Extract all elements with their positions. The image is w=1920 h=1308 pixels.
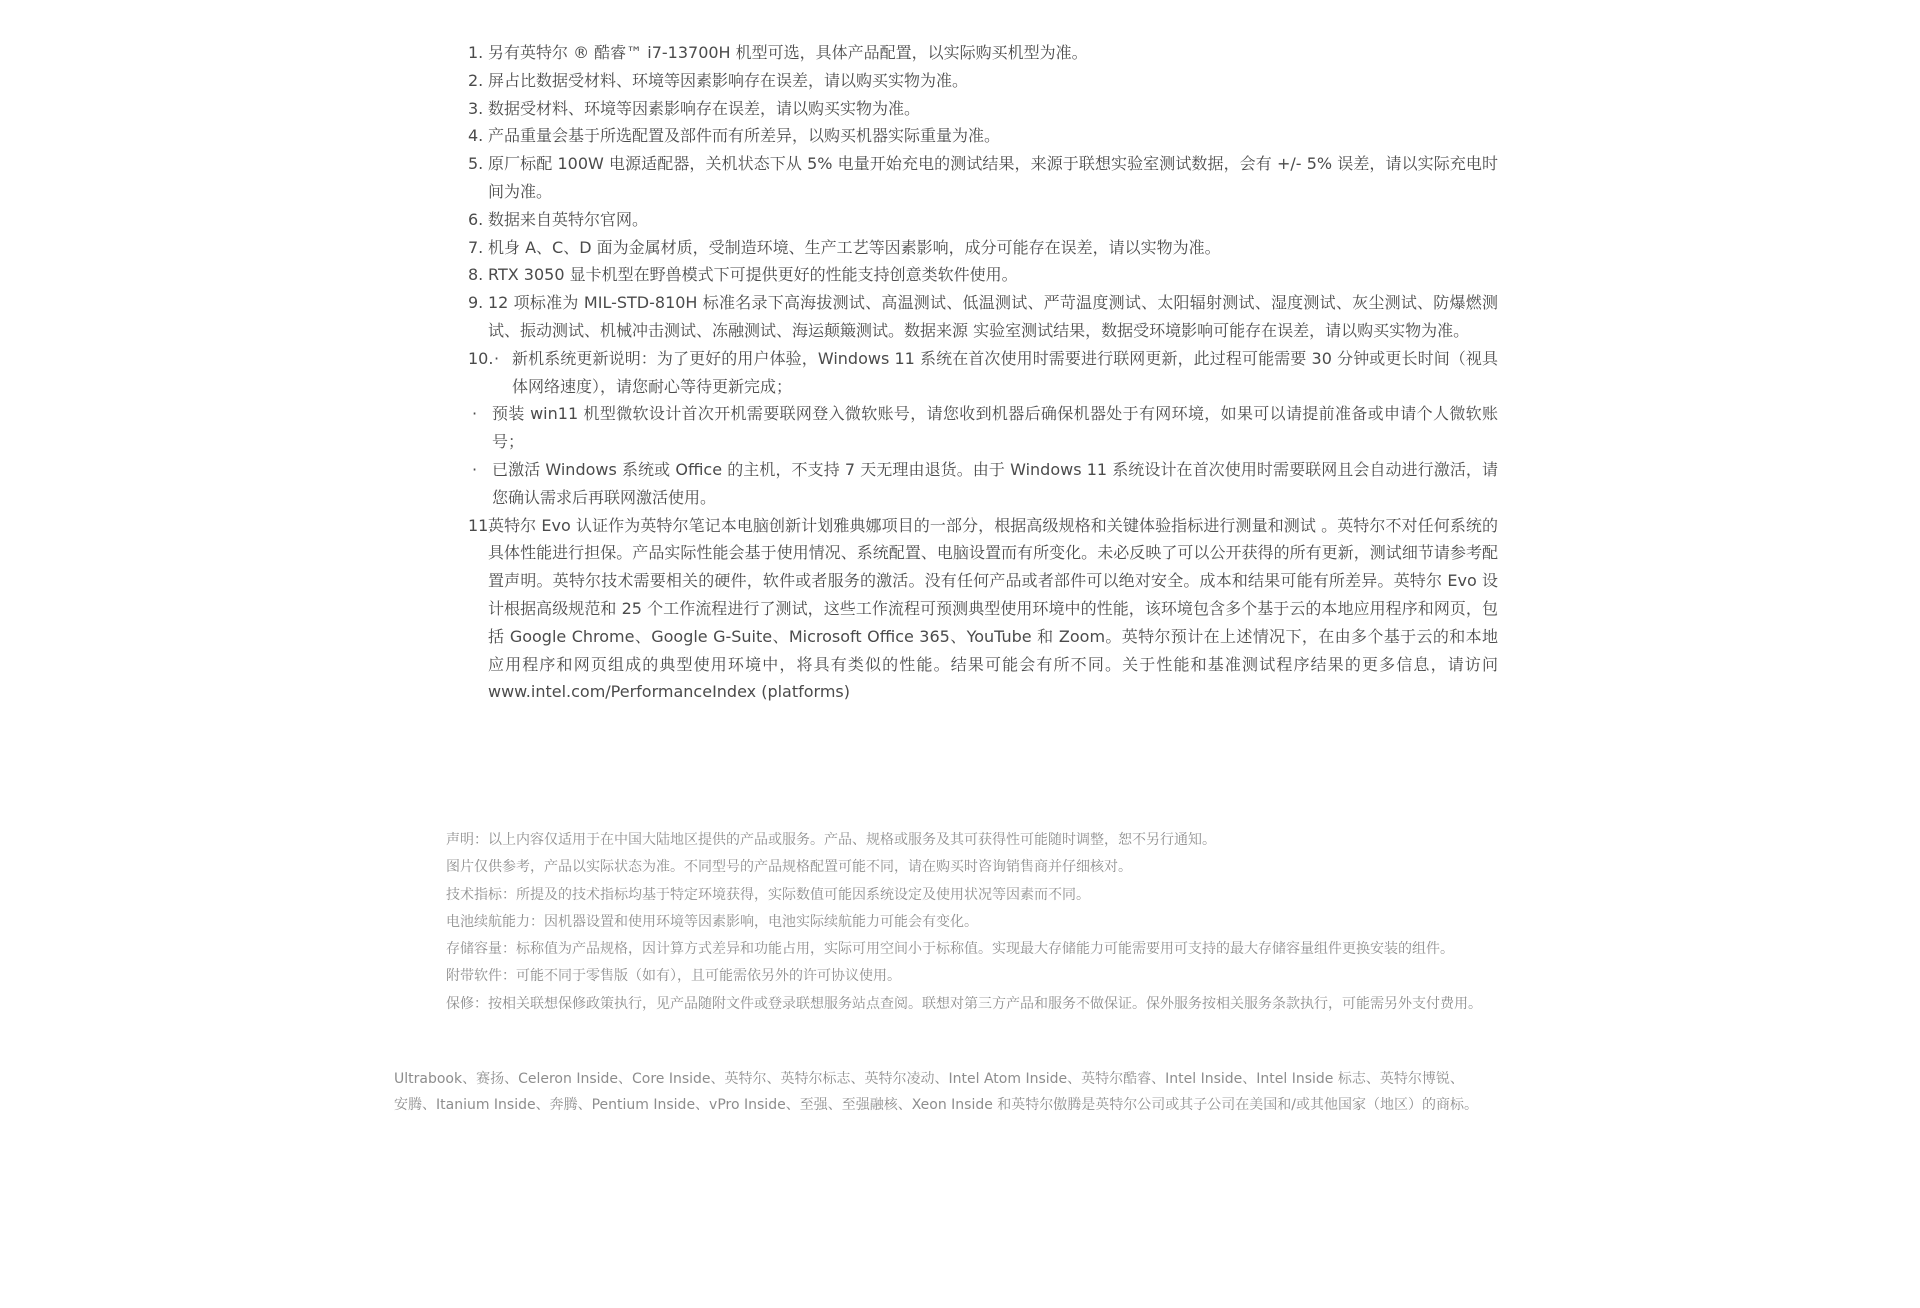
footnote-marker: 2. <box>468 70 484 90</box>
footnote-bullet: · <box>494 348 500 368</box>
trademark-notice <box>394 1066 1554 1118</box>
footnote-text: 新机系统更新说明：为了更好的用户体验，Windows 11 系统在首次使用时需要进行联网更新，此过程可能需要 30 分钟或更长时间（视具体网络速度），请您耐心等待更新完成； <box>512 348 1498 396</box>
footnote-marker: 9. <box>468 293 484 313</box>
footnote-bullet: · <box>472 404 478 424</box>
footnote-text: 12 项标准为 MIL-STD-810H 标准名录下高海拔测试、高温测试、低温测试、严苛温度测试、太阳辐射测试、湿度测试、灰尘测试、防爆燃测试、振动测试、机械冲击测试、冻融测试、海运颠簸测试。数据来源 实验室测试结果，数据受环境影响可能存在误差，请以购买实物为准。 <box>488 293 1498 340</box>
footnote-text: 数据受材料、环境等因素影响存在误差，请以购买实物为准。 <box>488 98 921 118</box>
footnote-marker: 7. <box>468 237 484 257</box>
disclaimer-line: 电池续航能力：因机器设置和使用环境等因素影响，电池实际续航能力可能会有变化。 <box>446 913 978 930</box>
footnote-4 <box>468 122 1498 150</box>
footnote-5 <box>468 150 1498 206</box>
footnote-9 <box>468 289 1498 345</box>
footnote-text: 已激活 Windows 系统或 Office 的主机，不支持 7 天无理由退货。由于 Windows 11 系统设计在首次使用时需要联网且会自动进行激活，请您确认需求后再联网激活使用。 <box>492 459 1498 507</box>
trademark-line: 安腾、Itanium Inside、奔腾、Pentium Inside、vPro Inside、至强、至强融核、Xeon Inside 和英特尔傲腾是英特尔公司或其子公司在美国和/或其他国家（地区）的商标。 <box>394 1097 1479 1113</box>
footnote-7 <box>468 234 1498 262</box>
footnote-marker: 10. <box>468 348 494 368</box>
footnote-text: RTX 3050 显卡机型在野兽模式下可提供更好的性能支持创意类软件使用。 <box>488 265 1018 285</box>
footnote-text: 英特尔 Evo 认证作为英特尔笔记本电脑创新计划雅典娜项目的一部分，根据高级规格和关键体验指标进行测量和测试 。英特尔不对任何系统的具体性能进行担保。产品实际性能会基于使用情况、系统配置、电脑设置而有所变化。未必反映了可以公开获得的所有更新，测试细节请参考配置声明。英特尔技术需要相关的硬件，软件或者服务的激活。没有任何产品或者部件可以绝对安全。成本和结果可能有所差异。英特尔 Evo 设计根据高级规范和 25 个工作流程进行了测试，这些工作流程可预测典型使用环境中的性能，该环境包含多个基于云的本地应用程序和网页，包括 Google Chrome、Google G-Suite、Microsoft Office 365、YouTube 和 Zoom。英特尔预计在上述情况下，在由多个基于云的和本地应用程序和网页组成的典型使用环境中，将具有类似的性能。结果可能会有所不同。关于性能和基准测试程序结果的更多信息，请访问 www.intel.com/PerformanceIndex (platforms) <box>488 515 1498 702</box>
footnote-2 <box>468 67 1498 95</box>
footnote-marker: 5. <box>468 154 484 174</box>
footnote-text: 另有英特尔 ® 酷睿™ i7-13700H 机型可选，具体产品配置，以实际购买机型为准。 <box>488 43 1088 62</box>
legal-disclaimer <box>446 827 1586 1018</box>
trademark-line: Ultrabook、赛扬、Celeron Inside、Core Inside、英特尔、英特尔标志、英特尔凌动、Intel Atom Inside、英特尔酷睿、Intel Inside、Intel Inside 标志、英特尔博锐、 <box>394 1071 1464 1087</box>
footnote-text: 原厂标配 100W 电源适配器，关机状态下从 5% 电量开始充电的测试结果，来源于联想实验室测试数据，会有 +/- 5% 误差，请以实际充电时间为准。 <box>488 154 1498 201</box>
footnote-text: 预装 win11 机型微软设计首次开机需要联网登入微软账号，请您收到机器后确保机器处于有网环境，如果可以请提前准备或申请个人微软账号； <box>492 404 1498 452</box>
footnote-marker: 8. <box>468 265 484 285</box>
disclaimer-line: 图片仅供参考，产品以实际状态为准。不同型号的产品规格配置可能不同，请在购买时咨询销售商并仔细核对。 <box>446 859 1132 876</box>
footnote-11 <box>468 512 1498 707</box>
disclaimer-line: 附带软件：可能不同于零售版（如有），且可能需依另外的许可协议使用。 <box>446 968 901 985</box>
footnotes-list <box>468 39 1498 706</box>
footnote-bullet: · <box>472 459 478 479</box>
footnote-3 <box>468 95 1498 123</box>
footnote-marker: 1. <box>468 43 484 62</box>
footnote-text: 屏占比数据受材料、环境等因素影响存在误差，请以购买实物为准。 <box>488 70 969 90</box>
footnote-text: 机身 A、C、D 面为金属材质，受制造环境、生产工艺等因素影响，成分可能存在误差，请以实物为准。 <box>488 237 1221 257</box>
footnote-1 <box>468 39 1498 67</box>
footnote-6 <box>468 206 1498 234</box>
footnote-marker: 3. <box>468 98 484 118</box>
footnote-marker: 11. <box>468 515 494 535</box>
footnote-marker: 6. <box>468 209 484 229</box>
disclaimer-line: 声明：以上内容仅适用于在中国大陆地区提供的产品或服务。产品、规格或服务及其可获得性可能随时调整，恕不另行通知。 <box>446 832 1216 848</box>
footnote-marker: 4. <box>468 126 484 146</box>
footnote-text: 数据来自英特尔官网。 <box>488 209 649 229</box>
footnote-8 <box>468 261 1498 289</box>
disclaimer-line: 保修：按相关联想保修政策执行，见产品随附文件或登录联想服务站点查阅。联想对第三方产品和服务不做保证。保外服务按相关服务条款执行，可能需另外支付费用。 <box>446 995 1482 1012</box>
footnote-10-bullet-2 <box>468 400 1498 456</box>
footnote-10-bullet-3 <box>468 456 1498 512</box>
footnote-10 <box>468 345 1498 401</box>
disclaimer-line: 存储容量：标称值为产品规格，因计算方式差异和功能占用，实际可用空间小于标称值。实现最大存储能力可能需要用可支持的最大存储容量组件更换安装的组件。 <box>446 941 1454 958</box>
disclaimer-line: 技术指标：所提及的技术指标均基于特定环境获得，实际数值可能因系统设定及使用状况等因素而不同。 <box>446 886 1090 903</box>
footnote-text: 产品重量会基于所选配置及部件而有所差异，以购买机器实际重量为准。 <box>488 126 1001 146</box>
